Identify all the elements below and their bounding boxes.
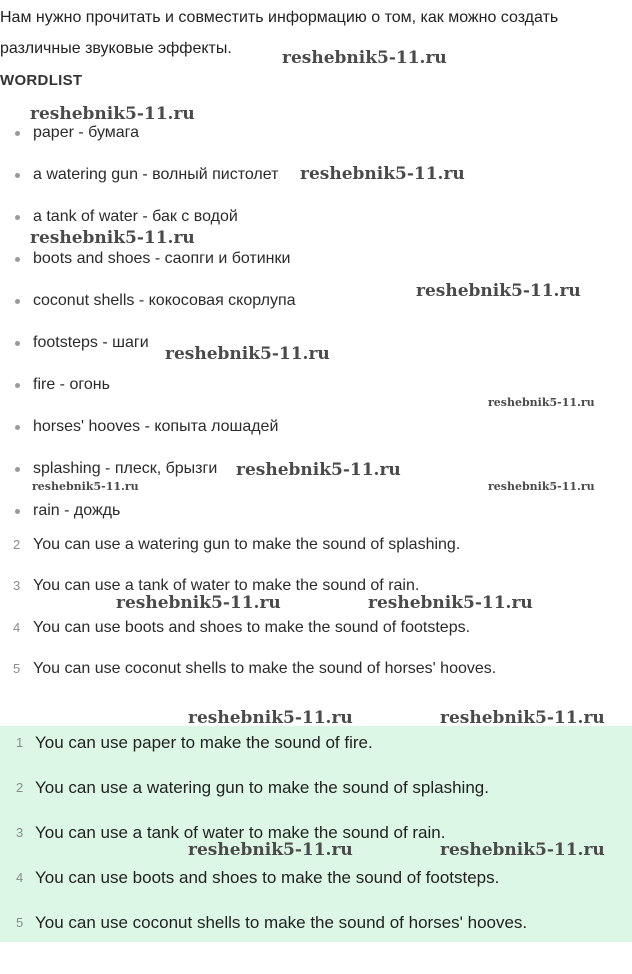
answer-block bbox=[0, 726, 632, 942]
watermark: reshebnik5-11.ru bbox=[32, 480, 139, 493]
bullet-icon bbox=[15, 257, 20, 262]
wordlist-item-text: splashing - плеск, брызги bbox=[33, 460, 218, 477]
wordlist-item bbox=[0, 418, 632, 440]
list-item-number: 3 bbox=[13, 578, 21, 593]
list-item-text: You can use a tank of water to make the sound of rain. bbox=[33, 577, 420, 594]
bullet-icon bbox=[15, 131, 20, 136]
watermark: reshebnik5-11.ru bbox=[416, 281, 581, 301]
wordlist-item bbox=[0, 208, 632, 230]
watermark: reshebnik5-11.ru bbox=[116, 593, 281, 613]
bullet-icon bbox=[15, 341, 20, 346]
bullet-icon bbox=[15, 299, 20, 304]
answer-item-text: You can use a watering gun to make the sound of splashing. bbox=[35, 778, 489, 797]
watermark: reshebnik5-11.ru bbox=[440, 840, 605, 860]
wordlist-item-text: a tank of water - бак с водой bbox=[33, 208, 238, 225]
bullet-icon bbox=[15, 425, 20, 430]
wordlist-item bbox=[0, 502, 632, 524]
list-item-text: You can use a watering gun to make the sound of splashing. bbox=[33, 536, 461, 553]
answer-item bbox=[0, 733, 632, 757]
watermark: reshebnik5-11.ru bbox=[30, 104, 195, 124]
bullet-icon bbox=[15, 509, 20, 514]
bullet-icon bbox=[15, 173, 20, 178]
list-item bbox=[0, 536, 632, 558]
bullet-icon bbox=[15, 215, 20, 220]
wordlist-heading: WORDLIST bbox=[0, 72, 83, 89]
watermark: reshebnik5-11.ru bbox=[282, 48, 447, 68]
wordlist-item-text: fire - огонь bbox=[33, 376, 110, 393]
wordlist-item-text: rain - дождь bbox=[33, 502, 121, 519]
watermark: reshebnik5-11.ru bbox=[30, 228, 195, 248]
wordlist-item bbox=[0, 376, 632, 398]
answer-item-number: 2 bbox=[16, 780, 24, 795]
list-item-number: 4 bbox=[13, 620, 21, 635]
answer-item-text: You can use a tank of water to make the sound of rain. bbox=[35, 823, 446, 842]
watermark: reshebnik5-11.ru bbox=[165, 344, 330, 364]
list-item bbox=[0, 660, 632, 682]
wordlist-item bbox=[0, 124, 632, 146]
answer-item-number: 5 bbox=[16, 915, 24, 930]
list-item-number: 5 bbox=[13, 661, 21, 676]
bullet-icon bbox=[15, 383, 20, 388]
wordlist-item bbox=[0, 250, 632, 272]
answer-item-text: You can use boots and shoes to make the sound of footsteps. bbox=[35, 868, 500, 887]
list-item-text: You can use coconut shells to make the sound of horses' hooves. bbox=[33, 660, 497, 677]
answer-item-text: You can use paper to make the sound of fire. bbox=[35, 733, 373, 752]
wordlist-item-text: footsteps - шаги bbox=[33, 334, 149, 351]
watermark: reshebnik5-11.ru bbox=[488, 480, 595, 493]
wordlist-item-text: boots and shoes - саопги и ботинки bbox=[33, 250, 291, 267]
answer-item bbox=[0, 778, 632, 802]
answer-item bbox=[0, 868, 632, 892]
list-item bbox=[0, 577, 632, 599]
list-item-number: 2 bbox=[13, 537, 21, 552]
bullet-icon bbox=[15, 467, 20, 472]
watermark: reshebnik5-11.ru bbox=[236, 460, 401, 480]
watermark: reshebnik5-11.ru bbox=[300, 164, 465, 184]
watermark: reshebnik5-11.ru bbox=[488, 396, 595, 409]
watermark: reshebnik5-11.ru bbox=[188, 708, 353, 728]
watermark: reshebnik5-11.ru bbox=[440, 708, 605, 728]
watermark: reshebnik5-11.ru bbox=[368, 593, 533, 613]
answer-item-number: 3 bbox=[16, 825, 24, 840]
answer-item-text: You can use coconut shells to make the sound of horses' hooves. bbox=[35, 913, 528, 932]
answer-item bbox=[0, 913, 632, 937]
wordlist-item-text: horses' hooves - копыта лошадей bbox=[33, 418, 279, 435]
answer-item-number: 1 bbox=[16, 735, 24, 750]
intro-text: Нам нужно прочитать и совместить информацию о том, как можно создать различные звуковые эффекты. bbox=[0, 9, 559, 57]
wordlist-item-text: paper - бумага bbox=[33, 124, 140, 141]
list-item bbox=[0, 619, 632, 641]
wordlist-item-text: coconut shells - кокосовая скорлупа bbox=[33, 292, 296, 309]
wordlist-item-text: a watering gun - волный пистолет bbox=[33, 166, 279, 183]
watermark: reshebnik5-11.ru bbox=[188, 840, 353, 860]
answer-item-number: 4 bbox=[16, 870, 24, 885]
list-item-text: You can use boots and shoes to make the sound of footsteps. bbox=[33, 619, 471, 636]
